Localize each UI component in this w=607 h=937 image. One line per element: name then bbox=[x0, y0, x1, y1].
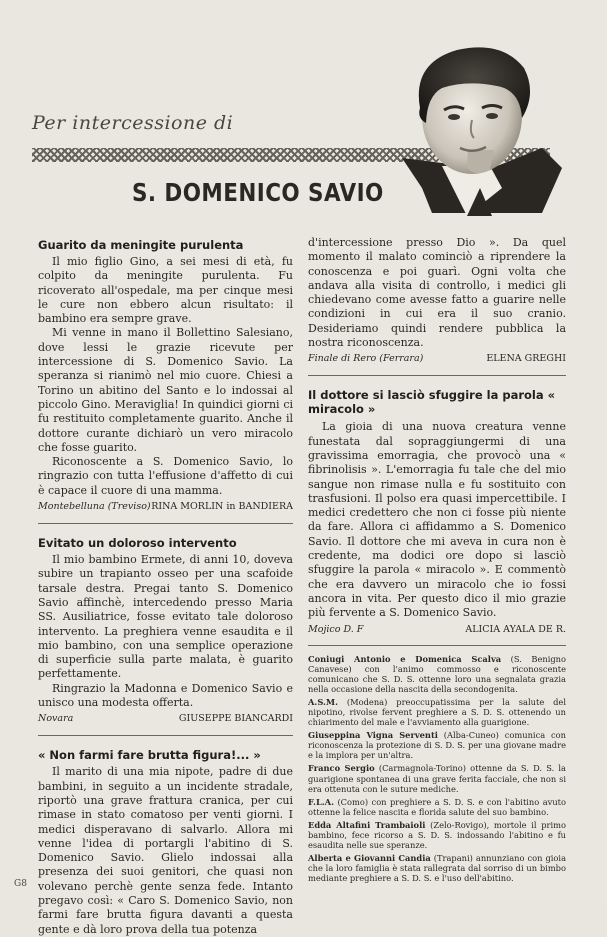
divider bbox=[38, 735, 293, 736]
article-body bbox=[308, 236, 566, 350]
signature-name: ALICIA AYALA DE R. bbox=[465, 623, 566, 635]
short-note-text: (Trapani) annunziano con gioia che la loro famiglia è stata rallegrata dal sorriso di un bimbo mediante preghiere a S. D. S. e l'uso dell'abitino. bbox=[308, 853, 567, 884]
article-paragraph: d'intercessione presso Dio ». Da quel momento il malato cominciò a riprendere la conoscenza e poi guarì. Ogni volta che andava alla visita di controllo, i medici gli chiedevano come avesse fatto a guarire nelle condizioni in cui era il suo cranio. Desideriamo quindi rendere pubblica la nostra riconoscenza. bbox=[308, 236, 566, 350]
article-heading: Evitato un doloroso intervento bbox=[38, 536, 237, 551]
article-paragraph: Il mio bambino Ermete, di anni 10, doveva subire un trapianto osseo per una scafoide tarsale destra. Pregai tanto S. Domenico Savio affinchè, intercedendo presso Maria SS. Ausiliatrice, fosse evitato tale doloroso intervento. La preghiera venne esaudita e il mio bambino, con una semplice operazione di superficie sulla parte malata, è guarito perfettamente. bbox=[38, 553, 293, 681]
short-note-name: Franco Sergio bbox=[308, 763, 375, 774]
divider bbox=[308, 375, 566, 376]
short-note bbox=[308, 654, 566, 694]
short-note bbox=[308, 853, 566, 883]
saint-portrait-illustration bbox=[372, 38, 572, 216]
short-notes-list bbox=[308, 654, 566, 884]
article-heading: Il dottore si lasciò sfuggire la parola « miracolo » bbox=[308, 388, 556, 417]
divider bbox=[308, 645, 566, 646]
article-body bbox=[38, 255, 293, 498]
article-heading: « Non farmi fare brutta figura!... » bbox=[38, 748, 261, 763]
article-body bbox=[308, 420, 566, 620]
short-note-text: (Zelo-Rovigo), mortole il primo bambino, fece ricorso a S. D. S. indossando l'abitino e fu esaudita nelle sue speranze. bbox=[308, 819, 567, 851]
short-note-text: (S. Benigno Canavese) con l'animo commosso e riconoscente comunicano che S. D. S. ottenne loro una segnalata grazia nella occasione della nascita della secondogenita. bbox=[308, 653, 566, 694]
page-number: G8 bbox=[14, 879, 27, 889]
article-signature bbox=[38, 501, 293, 513]
signature-name: ELENA GREGHI bbox=[486, 353, 566, 365]
short-note-name: Edda Altafini Trambaioli bbox=[308, 819, 426, 830]
divider bbox=[38, 523, 293, 524]
short-note-name: A.S.M. bbox=[308, 696, 338, 707]
short-note-text: (Alba-Cuneo) comunica con riconoscenza la protezione di S. D. S. per una giovane madre e la implora per un'altra. bbox=[308, 730, 566, 761]
page-title: S. DOMENICO SAVIO bbox=[132, 178, 384, 207]
short-note bbox=[308, 797, 566, 817]
script-heading: Per intercessione di bbox=[32, 112, 234, 134]
short-note-name: Coniugi Antonio e Domenica Scalva bbox=[308, 653, 502, 664]
short-note-text: (Carmagnola-Torino) ottenne da S. D. S. la guarigione spontanea di una grave ferita facciale, che non si era ottenuta con le suture mediche. bbox=[308, 763, 567, 794]
article-paragraph: Mi venne in mano il Bollettino Salesiano, dove lessi le grazie ricevute per intercessione di S. Domenico Savio. La speranza si rianimò nel mio cuore. Chiesi a Torino un abitino del Santo e lo indossai al piccolo Gino. Meraviglia! In quindici giorni ci fu restituito completamente guarito. Anche il dottore curante dichiarò un vero miracolo che fosse guarito. bbox=[38, 326, 293, 454]
article-paragraph: Il mio figlio Gino, a sei mesi di età, fu colpito da meningite purulenta. Fu ricoverato all'ospedale, ma per cinque mesi le cure non ebbero alcun risultato: il bambino era sempre grave. bbox=[38, 255, 293, 326]
right-column bbox=[308, 236, 566, 884]
signature-place: Mojico D. F bbox=[308, 623, 364, 635]
signature-name: RINA MORLIN in BANDIERA bbox=[151, 501, 293, 513]
article-paragraph: Ringrazio la Madonna e Domenico Savio e unisco una modesta offerta. bbox=[38, 681, 293, 710]
article-body bbox=[38, 553, 293, 710]
article-paragraph: La gioia di una nuova creatura venne funestata dal sopraggiungermi di una gravissima emorragia, che provocò una « fibrinolisis ». L'emorragia fu tale che del mio sangue non rimase nulla e fu sostituito con trasfusioni. Il polso era quasi impercettibile. I medici credettero che non ci fosse più niente da fare. Allora ci affidammo a S. Domenico Savio. Il dottore che mi aveva in cura non è credente, ma dodici ore dopo si lasciò sfuggire la parola « miracolo ». E commentò che era davvero un miracolo che io fossi ancora in vita. Per questo dico il mio grazie più fervente a S. Domenico Savio. bbox=[308, 420, 566, 620]
article-paragraph: Il marito di una mia nipote, padre di due bambini, in seguito a un incidente stradale, riportò una grave frattura cranica, per cui rimase in stato comatoso per venti giorni. I medici disperavano di salvarlo. Allora mi venne l'idea di portargli l'abitino di S. Domenico Savio. Glielo indossai alla presenza dei suoi genitori, che quasi non volevano perchè gente senza fede. Intanto pregavo così: « Caro S. Domenico Savio, non farmi fare brutta figura davanti a questa gente e dà loro prova della tua potenza bbox=[38, 765, 293, 936]
short-note bbox=[308, 697, 566, 727]
signature-place: Novara bbox=[38, 713, 74, 725]
article-heading: Guarito da meningite purulenta bbox=[38, 238, 244, 252]
article-paragraph: Riconoscente a S. Domenico Savio, lo ringrazio con tutta l'effusione d'affetto di cui è capace il cuore di una mamma. bbox=[38, 455, 293, 497]
article-body bbox=[38, 765, 293, 937]
left-column bbox=[38, 238, 293, 937]
article-signature bbox=[38, 713, 293, 725]
signature-place: Finale di Rero (Ferrara) bbox=[308, 353, 424, 365]
short-note-name: F.L.A. bbox=[308, 796, 334, 807]
signature-place: Montebelluna (Treviso) bbox=[38, 501, 151, 513]
short-note-name: Alberta e Giovanni Candia bbox=[308, 853, 431, 864]
short-note bbox=[308, 730, 566, 760]
short-note bbox=[308, 763, 566, 793]
article-signature bbox=[308, 624, 566, 636]
article-signature bbox=[308, 353, 566, 365]
signature-name: GIUSEPPE BIANCARDI bbox=[178, 713, 293, 725]
short-note bbox=[308, 820, 566, 850]
short-note-text: (Modena) preoccupatissima per la salute del nipotino, rivolse fervent preghiere a S. D. S. ottenendo un chiarimento del male e l'avviamento alla guarigione. bbox=[308, 696, 566, 728]
short-note-name: Giuseppina Vigna Serventi bbox=[308, 730, 438, 741]
short-note-text: (Como) con preghiere a S. D. S. e con l'abitino avuto ottenne la felice nascita e florida salute del suo bambino. bbox=[308, 796, 567, 817]
